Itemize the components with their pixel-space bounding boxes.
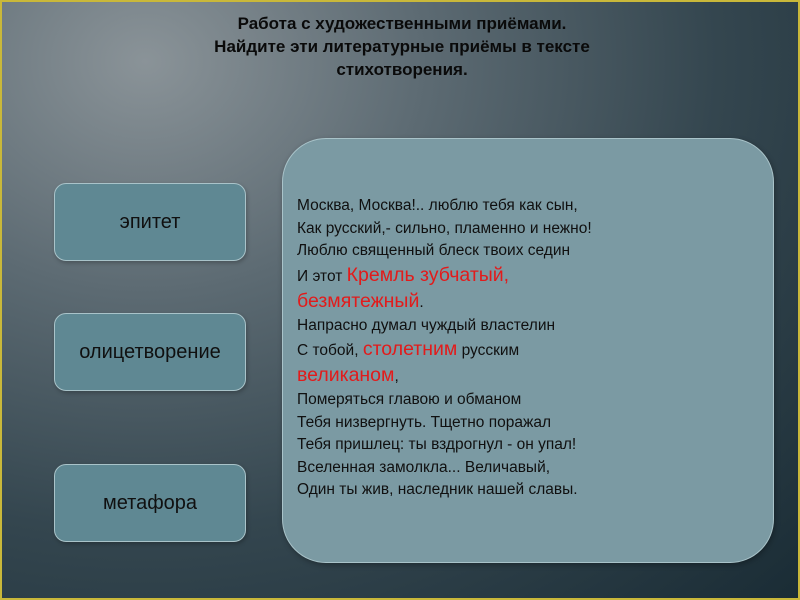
highlighted-phrase: безмятежный bbox=[297, 289, 420, 312]
poem-text: И этот bbox=[297, 267, 347, 285]
title-line: Работа с художественными приёмами. bbox=[237, 14, 567, 33]
term-label: олицетворение bbox=[79, 341, 221, 363]
slide-title bbox=[122, 12, 682, 81]
poem-line: Вселенная замолкла... Величавый, bbox=[297, 458, 551, 476]
poem-line bbox=[297, 263, 759, 289]
poem-line: Померяться главою и обманом bbox=[297, 391, 522, 408]
title-line: Найдите эти литературные приёмы в тексте bbox=[214, 37, 590, 56]
highlighted-phrase: великаном bbox=[297, 364, 395, 386]
term-label: метафора bbox=[102, 492, 198, 514]
poem-box bbox=[282, 138, 774, 563]
poem-line: Напрасно думал чуждый властелин bbox=[297, 316, 556, 334]
term-box-epithet[interactable] bbox=[54, 183, 246, 261]
poem-line: Москва, Москва!.. люблю тебя как сын, bbox=[297, 197, 578, 214]
term-box-metaphor[interactable] bbox=[54, 464, 246, 542]
poem-line bbox=[297, 337, 759, 363]
poem-line: Тебя пришлец: ты вздрогнул - он упал! bbox=[297, 436, 577, 453]
poem-line: Люблю священный блеск твоих седин bbox=[297, 242, 571, 259]
poem-line bbox=[297, 289, 759, 315]
poem-line: Как русский,- сильно, пламенно и нежно! bbox=[297, 219, 592, 237]
highlighted-phrase: столетним bbox=[362, 338, 458, 360]
term-label: эпитет bbox=[119, 211, 181, 233]
poem-line bbox=[297, 363, 759, 389]
highlighted-phrase: Кремль зубчатый, bbox=[346, 263, 510, 286]
poem-line: Один ты жив, наследник нашей славы. bbox=[297, 481, 578, 498]
title-line: стихотворения. bbox=[336, 60, 468, 79]
poem-text: , bbox=[394, 368, 399, 385]
poem-text: С тобой, bbox=[297, 342, 363, 359]
term-box-personification[interactable] bbox=[54, 313, 246, 391]
poem-text: . bbox=[419, 293, 424, 311]
poem-text: русским bbox=[457, 342, 520, 359]
poem-line: Тебя низвергнуть. Тщетно поражал bbox=[297, 413, 552, 431]
